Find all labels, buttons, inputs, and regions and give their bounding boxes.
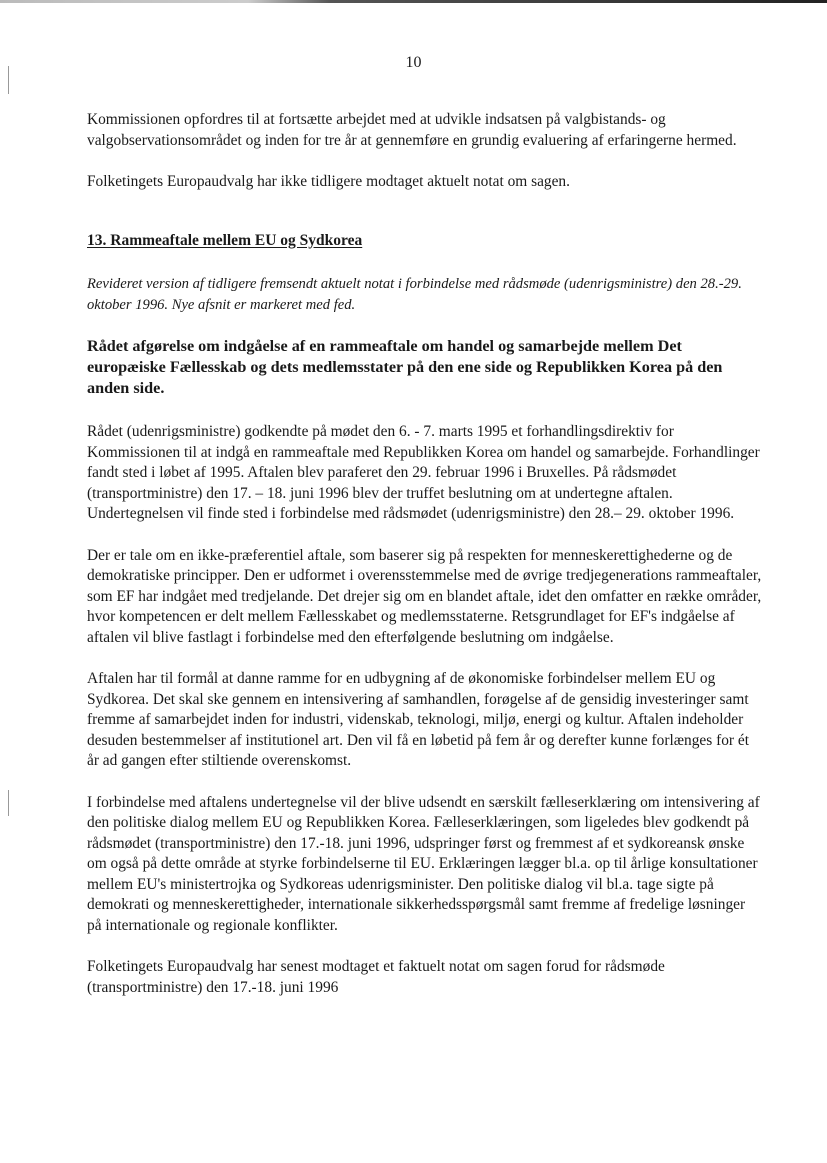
paragraph: Kommissionen opfordres til at fortsætte arbejdet med at udvikle indsatsen på valgbistands- og valgobservationsområdet og inden for tre år at gennemføre en grundig evaluering af erfaringerne hermed. xyxy=(87,111,737,149)
paragraph: Der er tale om en ikke-præferentiel aftale, som baserer sig på respekten for menneskerettighederne og de demokratiske principper. Den er udformet i overensstemmelse med de øvrige tredjegenerations rammeaftaler, som EF har indgået med tredjelande. Det drejer sig om en blandet aftale, idet den omfatter en række områder, hvor kompetencen er delt mellem Fællesskabet og medlemsstaterne. Retsgrundlaget for EF's indgåelse af aftalen vil blive fastlagt i forbindelse med den efterfølgende beslutning om indgåelse. xyxy=(87,546,762,646)
section-heading: 13. Rammeaftale mellem EU og Sydkorea xyxy=(87,231,363,249)
document-body xyxy=(87,110,762,1019)
paragraph: Rådet (udenrigsministre) godkendte på mødet den 6. - 7. marts 1995 et forhandlingsdirektiv for Kommissionen til at indgå en rammeaftale med Republikken Korea om handel og samarbejde. Forhandlinger fandt sted i løbet af 1995. Aftalen blev paraferet den 29. februar 1996 i Bruxelles. På rådsmødet (transportministre) den 17. – 18. juni 1996 blev der truffet beslutning om at undertegne aftalen. Undertegnelsen vil finde sted i forbindelse med rådsmødet (udenrigsministre) den 28.– 29. oktober 1996. xyxy=(87,423,760,522)
section-intro: Revideret version af tidligere fremsendt aktuelt notat i forbindelse med rådsmøde (udenrigsministre) den 28.-29. oktober 1996. Nye afsnit er markeret med fed. xyxy=(87,276,742,313)
margin-mark xyxy=(8,790,9,816)
scan-top-edge xyxy=(0,0,827,3)
decision-title: Rådet afgørelse om indgåelse af en rammeaftale om handel og samarbejde mellem Det europæiske Fællesskab og dets medlemsstater på den ene side og Republikken Korea på den anden side. xyxy=(87,337,723,397)
paragraph: Folketingets Europaudvalg har ikke tidligere modtaget aktuelt notat om sagen. xyxy=(87,173,570,190)
paragraph: I forbindelse med aftalens undertegnelse vil der blive udsendt en særskilt fælleserklæring om intensivering af den politiske dialog mellem EU og Republikken Korea. Fælleserklæringen, som ligeledes blev godkendt på rådsmødet (transportministre) den 17.-18. juni 1996, udspringer først og fremmest af et sydkoreansk ønske om også på dette område at styrke forbindelserne til EU. Erklæringen lægger bl.a. op til årlige konsultationer mellem EU's ministertrojka og Sydkoreas udenrigsminister. Den politiske dialog vil bl.a. tage sigte på demokrati og menneskerettigheder, internationale sikkerhedsspørgsmål samt fremme af fredelige løsninger på internationale og regionale konflikter. xyxy=(87,793,760,934)
page-number: 10 xyxy=(405,54,422,71)
paragraph: Aftalen har til formål at danne ramme for en udbygning af de økonomiske forbindelser mellem EU og Sydkorea. Det skal ske gennem en intensivering af samhandlen, forøgelse af de gensidig investeringer samt fremme af samarbejdet inden for industri, videnskab, teknologi, miljø, energi og kultur. Aftalen indeholder desuden bestemmelser af institutionel art. Den vil få en løbetid på fem år og derefter kunne forlænges for ét år ad gangen efter stiltiende overenskomst. xyxy=(87,670,750,769)
paragraph: Folketingets Europaudvalg har senest modtaget et faktuelt notat om sagen forud for rådsmøde (transportministre) den 17.-18. juni 1996 xyxy=(87,958,665,996)
